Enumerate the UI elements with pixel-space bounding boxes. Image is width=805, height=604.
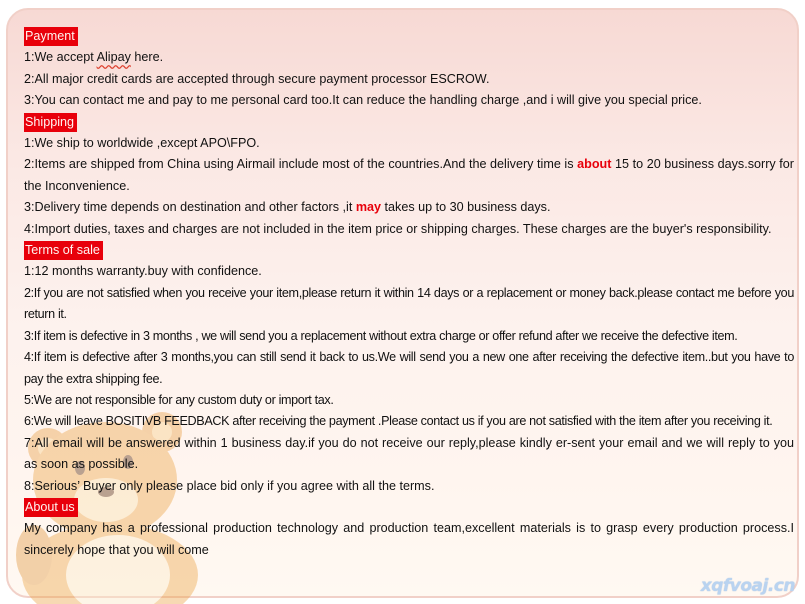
about-text: My company has a professional production technology and production team,excellent materials is to grasp every production process.I sincerely hope that you will come [24,521,794,557]
may-highlight: may [355,200,382,215]
payment-line-1 [24,47,794,68]
shipping-line-1: 1:We ship to worldwide ,except APO\FPO. [24,136,260,151]
terms-section [24,240,794,497]
shipping-line-3 [24,197,794,218]
terms-heading: Terms of sale [24,241,103,260]
payment-line-2: 2:All major credit cards are accepted through secure payment processor ESCROW. [24,71,490,86]
shipping-line-2 [24,154,794,197]
shipping-line-3-end: takes up to 30 business days. [381,200,551,215]
terms-item-6: 6:We will leave BOSITIVB FEEDBACK after receiving the payment .Please contact us if you are not satisfied with the item after you receiving it. [24,414,773,429]
shipping-line-4: 4:Import duties, taxes and charges are not included in the item price or shipping charges. These charges are the buyer's responsibility. [24,221,772,236]
alipay-word: Alipay [96,50,131,65]
payment-heading: Payment [24,27,78,46]
about-section [24,497,794,561]
payment-line-1-end: here. [130,50,164,65]
shipping-line-3-text: 3:Delivery time depends on destination and other factors ,it [24,200,356,215]
about-heading: About us [24,498,78,517]
payment-line-1-text: 1:We accept [24,50,97,65]
payment-line-3: 3:You can contact me and pay to me personal card too.It can reduce the handling charge ,and i will give you special price. [24,93,702,108]
terms-item-7: 7:All email will be answered within 1 business day.if you do not receive our reply,please kindly er-sent your email and we will reply to you as soon as possible. [24,435,794,472]
terms-item-4: 4:If item is defective after 3 months,you can still send it back to us.We will send you a new one after receiving the defective item..but you have to pay the extra shipping fee. [24,350,794,386]
terms-item-8: 8:Serious’ Buyer only please place bid only if you agree with all the terms. [24,478,435,493]
shipping-line-2-end: 15 to 20 business days.sorry for the Inconvenience. [24,157,794,193]
payment-section [24,26,794,112]
shipping-heading: Shipping [24,113,77,132]
terms-item-2: 2:If you are not satisfied when you receive your item,please return it within 14 days or a replacement or money back.please contact me before you return it. [24,285,794,322]
shipping-section [24,112,794,240]
site-watermark: xqfvoaj.cn [700,576,795,596]
terms-item-1: 1:12 months warranty.buy with confidence. [24,264,262,279]
shipping-line-2-text: 2:Items are shipped from China using Airmail include most of the countries.And the delivery time is [24,157,578,172]
terms-item-5: 5:We are not responsible for any custom duty or import tax. [24,392,334,407]
about-highlight: about [577,157,612,172]
terms-item-3: 3:If item is defective in 3 months , we will send you a replacement without extra charge or offer refund after we receive the defective item. [24,328,738,343]
listing-terms-text [24,26,794,561]
